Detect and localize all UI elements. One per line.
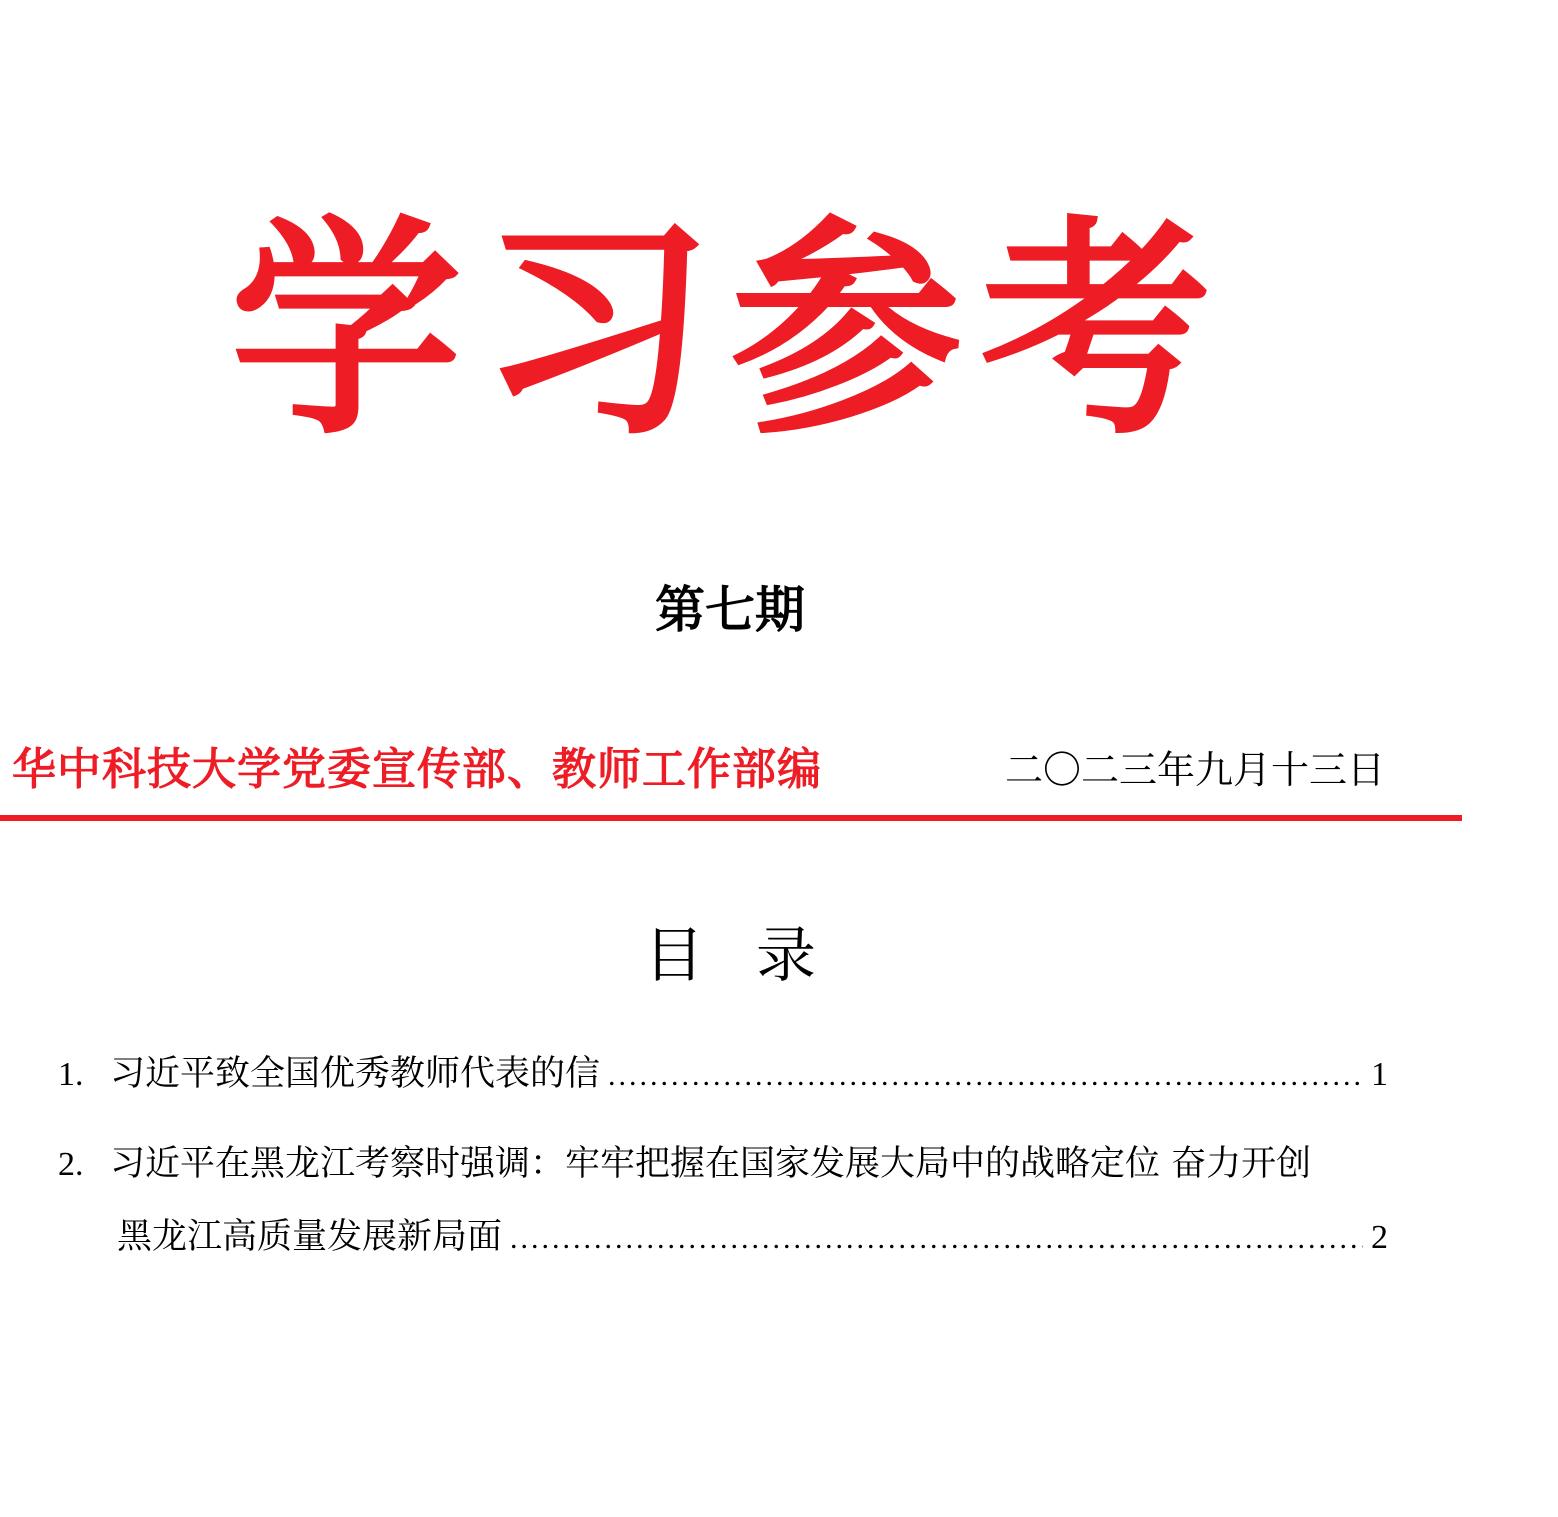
toc-item-2[interactable] <box>58 1140 1408 1189</box>
toc-item-title: 习近平在黑龙江考察时强调：牢牢把握在国家发展大局中的战略定位 奋力开创 <box>110 1144 1312 1184</box>
toc-item-title: 习近平致全国优秀教师代表的信 <box>110 1054 601 1094</box>
red-divider <box>0 815 1462 821</box>
toc-item-number: 1. <box>58 1056 84 1093</box>
toc-item-page: 2 <box>1371 1219 1388 1256</box>
dot-leader <box>608 1052 1363 1100</box>
editor-line: 华中科技大学党委宣传部、教师工作部编 <box>12 744 822 795</box>
toc-title: 目录 <box>644 921 868 991</box>
toc-item-title: 黑龙江高质量发展新局面 <box>117 1217 503 1257</box>
dot-leader <box>510 1215 1363 1263</box>
toc-item-number: 2. <box>58 1146 84 1183</box>
issue-date: 二〇二三年九月十三日 <box>1005 748 1386 792</box>
masthead-title: 学习参考 <box>229 193 1230 466</box>
toc-item-1[interactable] <box>58 1050 1388 1100</box>
toc-item-page: 1 <box>1371 1056 1388 1093</box>
issue-number: 第七期 <box>655 580 805 639</box>
toc-item-2-continuation[interactable] <box>117 1213 1388 1263</box>
